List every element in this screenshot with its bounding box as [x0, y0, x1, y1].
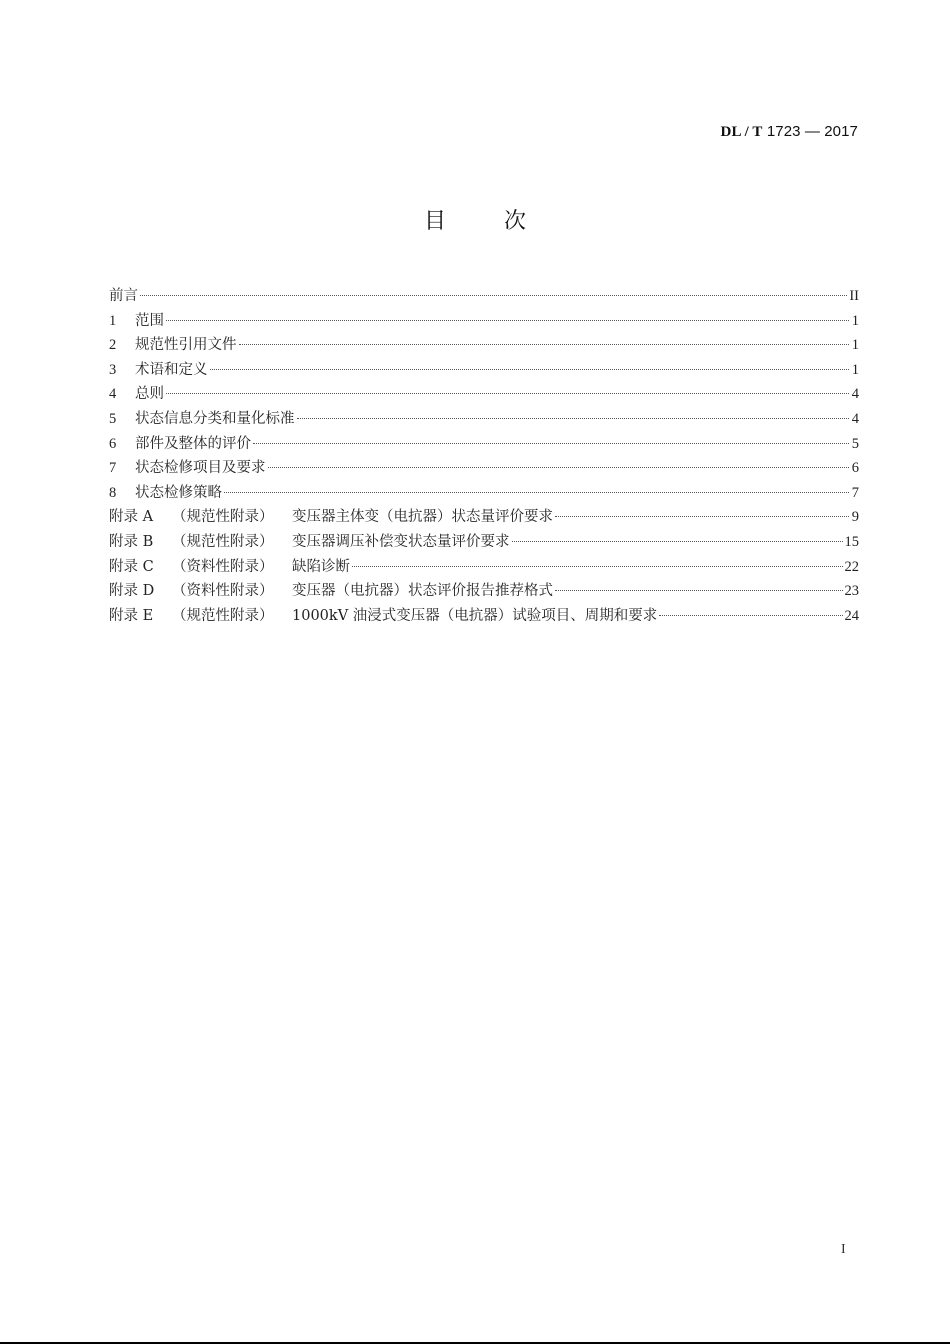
toc-appendix-id: 附录 B [109, 533, 154, 550]
toc-entry-appendix-a[interactable] [109, 505, 859, 530]
toc-entry-number: 2 [109, 337, 117, 354]
toc-entry-page: 4 [851, 386, 859, 403]
toc-entry-chapter-4[interactable] [109, 382, 859, 407]
title-char-1: 目 [423, 209, 446, 234]
toc-entry-label: 前言 [109, 288, 138, 304]
dot-leader [352, 566, 843, 567]
toc-appendix-kind: （资料性附录） [172, 558, 274, 575]
toc-entry-number: 6 [109, 435, 117, 452]
toc-entry-page: 1 [851, 312, 859, 329]
dot-leader [210, 369, 850, 370]
dot-leader [512, 541, 843, 542]
toc-appendix-kind: （资料性附录） [172, 583, 274, 600]
toc-entry-label: 术语和定义 [135, 361, 208, 378]
title-char-2: 次 [504, 209, 527, 234]
toc-appendix-id: 附录 C [109, 558, 154, 575]
toc-entry-number: 4 [109, 386, 117, 403]
toc-entry-chapter-2[interactable] [109, 333, 859, 358]
toc-entry-chapter-3[interactable] [109, 358, 859, 383]
toc-entry-page: 24 [844, 607, 859, 624]
toc-entry-appendix-c[interactable] [109, 555, 859, 580]
toc-entry-page: 7 [851, 484, 859, 501]
toc-entry-chapter-1[interactable] [109, 309, 859, 334]
toc-entry-appendix-d[interactable] [109, 579, 859, 604]
toc-appendix-id: 附录 A [109, 509, 154, 526]
toc-entry-page: 23 [844, 583, 859, 600]
toc-entry-chapter-6[interactable] [109, 432, 859, 457]
toc-appendix-kind: （规范性附录） [172, 607, 274, 624]
dot-leader [297, 418, 850, 419]
toc-entry-page: II [849, 288, 859, 304]
toc-entry-page: 1 [851, 337, 859, 354]
page-title [0, 204, 950, 235]
toc-entry-page: 9 [851, 509, 859, 526]
standard-code [721, 123, 858, 141]
toc-entry-foreword[interactable] [109, 284, 859, 309]
toc-entry-page: 4 [851, 410, 859, 427]
toc-entry-label: 变压器主体变（电抗器）状态量评价要求 [292, 509, 553, 526]
toc-entry-label: 变压器（电抗器）状态评价报告推荐格式 [292, 583, 553, 600]
toc-entry-page: 15 [844, 533, 859, 550]
toc-entry-label: 范围 [135, 312, 164, 329]
dot-leader [239, 344, 850, 345]
toc-entry-number: 3 [109, 361, 117, 378]
toc-appendix-id: 附录 D [109, 583, 155, 600]
toc-entry-label: 总则 [135, 386, 164, 403]
dot-leader [555, 590, 843, 591]
toc-appendix-kind: （规范性附录） [172, 533, 274, 550]
toc-entry-label: 状态检修策略 [135, 484, 222, 501]
toc-entry-page: 22 [844, 558, 859, 575]
dot-leader [659, 615, 842, 616]
toc-entry-label: 部件及整体的评价 [135, 435, 251, 452]
toc-entry-page: 6 [851, 460, 859, 477]
toc-entry-number: 1 [109, 312, 117, 329]
standard-number: 1723 — 2017 [766, 123, 858, 140]
toc-entry-page: 1 [851, 361, 859, 378]
table-of-contents [109, 284, 859, 628]
toc-entry-label: 状态信息分类和量化标准 [135, 410, 295, 427]
toc-entry-label: 缺陷诊断 [292, 558, 350, 575]
dot-leader [268, 467, 850, 468]
toc-entry-appendix-e[interactable] [109, 604, 859, 629]
dot-leader [140, 295, 847, 296]
toc-entry-number: 8 [109, 484, 117, 501]
toc-appendix-kind: （规范性附录） [172, 509, 274, 526]
toc-entry-chapter-8[interactable] [109, 481, 859, 506]
dot-leader [555, 516, 849, 517]
dot-leader [253, 443, 849, 444]
dot-leader [166, 393, 849, 394]
toc-entry-number: 7 [109, 460, 117, 477]
toc-entry-label: 变压器调压补偿变状态量评价要求 [292, 533, 510, 550]
dot-leader [224, 492, 849, 493]
toc-entry-label: 1000kV 油浸式变压器（电抗器）试验项目、周期和要求 [292, 607, 658, 624]
standard-prefix: DL / T [720, 124, 763, 140]
toc-entry-appendix-b[interactable] [109, 530, 859, 555]
toc-entry-label: 状态检修项目及要求 [135, 460, 266, 477]
toc-entry-number: 5 [109, 410, 117, 427]
toc-entry-chapter-7[interactable] [109, 456, 859, 481]
toc-appendix-id: 附录 E [109, 607, 154, 624]
toc-entry-chapter-5[interactable] [109, 407, 859, 432]
toc-entry-page: 5 [851, 435, 859, 452]
dot-leader [166, 320, 849, 321]
toc-entry-label: 规范性引用文件 [135, 337, 237, 354]
page-number: I [841, 1242, 846, 1257]
